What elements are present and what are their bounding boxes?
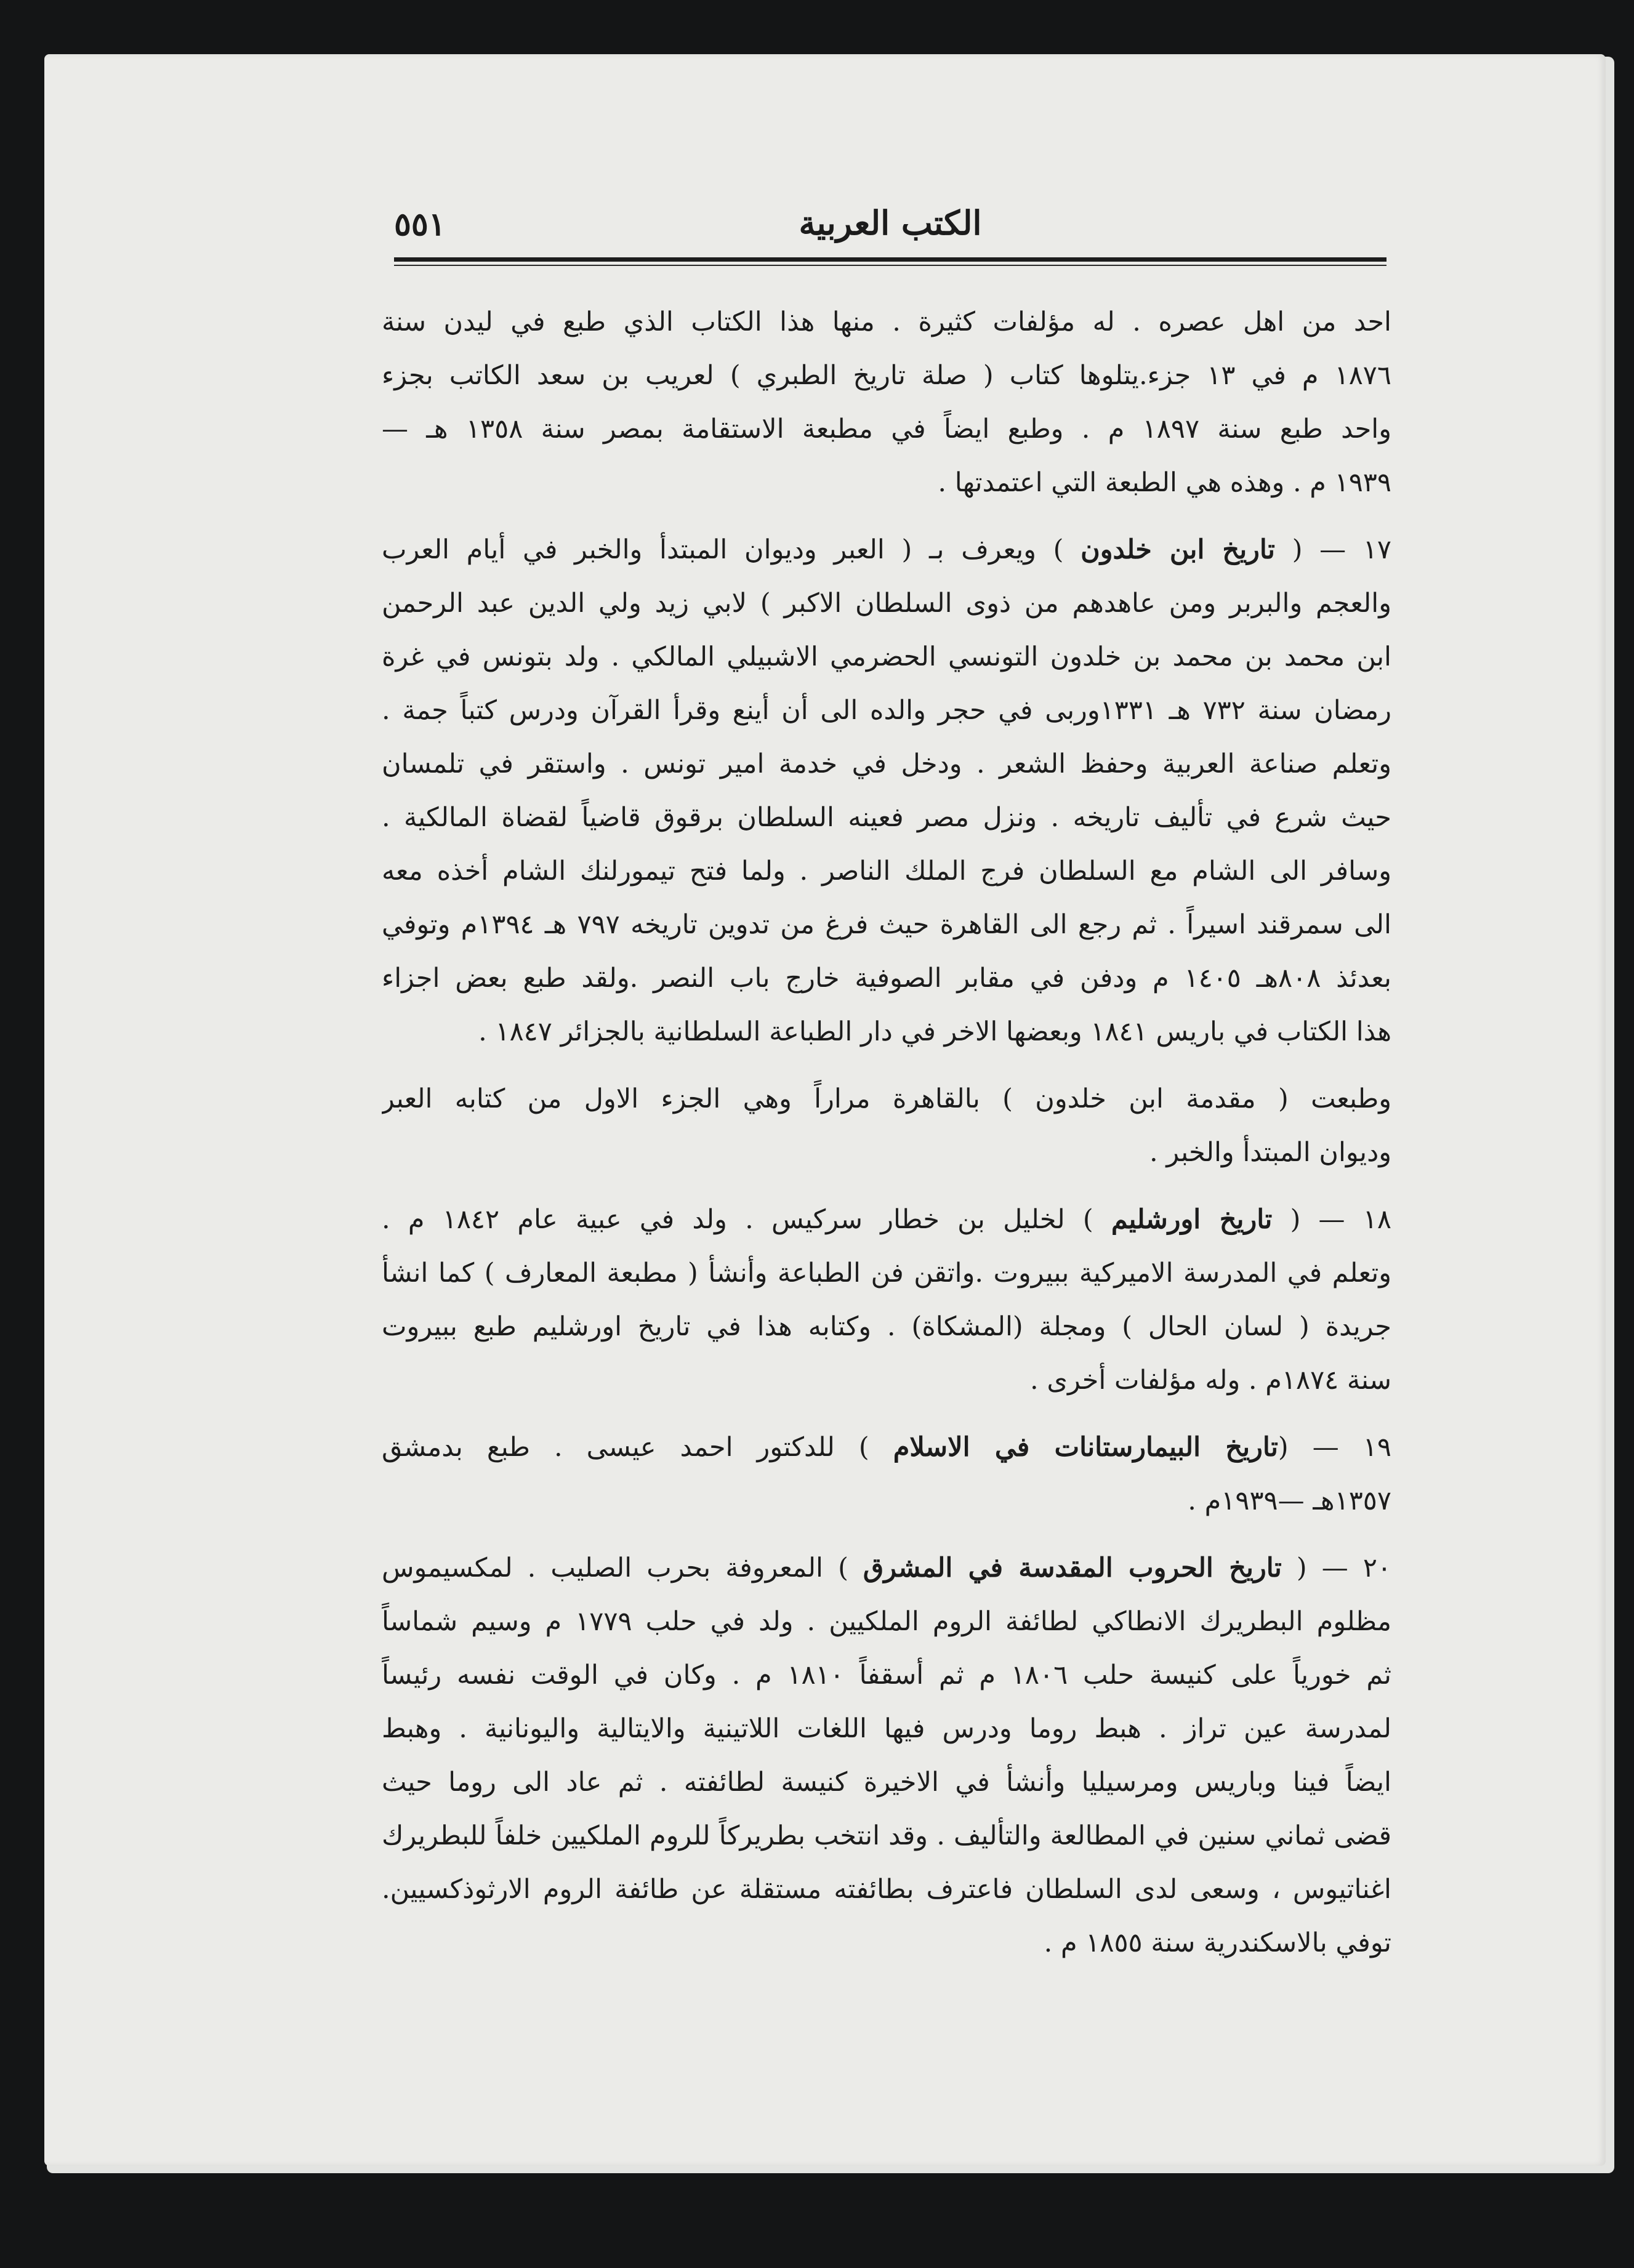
entry-number: ١٧ — ( (1292, 534, 1391, 565)
text-line: وتعلم صناعة العربية وحفظ الشعر . ودخل في خدمة امير تونس . واستقر في تلمسان (382, 749, 1391, 779)
text-line: واحد طبع سنة ١٨٩٧ م . وطبع ايضاً في مطبعة الاستقامة بمصر سنة ١٣٥٨ هـ — (382, 414, 1391, 444)
entry-title-rest: ) المعروفة بحرب الصليب . لمكسيموس (382, 1553, 848, 1583)
entry-title: تاريخ ابن خلدون (1081, 534, 1275, 565)
entry-17 (382, 523, 1391, 1059)
text-line: ايضاً فينا وباريس ومرسيليا وأنشأ في الاخيرة كنيسة لطائفته . ثم عاد الى روما حيث (382, 1767, 1391, 1798)
text-line: اغناتيوس ، وسعى لدى السلطان فاعترف بطائفته مستقلة عن طائفة الروم الارثوذكسيين. (382, 1874, 1391, 1905)
text-line: ١٩٣٩ م . وهذه هي الطبعة التي اعتمدتها . (938, 467, 1391, 498)
text-line: احد من اهل عصره . له مؤلفات كثيرة . منها هذا الكتاب الذي طبع في ليدن سنة (382, 307, 1391, 337)
text-line: هذا الكتاب في باريس ١٨٤١ وبعضها الاخر في دار الطباعة السلطانية بالجزائر ١٨٤٧ . (478, 1016, 1391, 1047)
text-line: بعدئذ ٨٠٨هـ ١٤٠٥ م ودفن في مقابر الصوفية خارج باب النصر .ولقد طبع بعض اجزاء (382, 963, 1391, 994)
entry-title: تاريخ اورشليم (1111, 1204, 1273, 1235)
text-line: وتعلم في المدرسة الاميركية ببيروت .واتقن فن الطباعة وأنشأ ( مطبعة المعارف ) كما انشأ (382, 1258, 1391, 1289)
text-line: توفي بالاسكندرية سنة ١٨٥٥ م . (1044, 1928, 1391, 1958)
entry-19 (382, 1421, 1391, 1528)
entry-number: ٢٠ — ( (1296, 1553, 1391, 1583)
entry-title-rest: ) لخليل بن خطار سركيس . ولد في عبية عام ١٨٤٢ م . (382, 1204, 1093, 1235)
text-line (382, 1542, 1391, 1595)
text-line: جريدة ( لسان الحال ) ومجلة (المشكاة) . وكتابه هذا في تاريخ اورشليم طبع ببيروت (382, 1311, 1391, 1342)
text-line (382, 1421, 1391, 1474)
entry-18 (382, 1193, 1391, 1407)
page-header (394, 203, 1386, 246)
page-number: ٥٥١ (394, 206, 446, 243)
entry-20 (382, 1542, 1391, 1970)
entry-title-rest: ) للدكتور احمد عيسى . طبع بدمشق (382, 1432, 869, 1463)
text-line: الى سمرقند اسيراً . ثم رجع الى القاهرة حيث فرغ من تدوين تاريخه ٧٩٧ هـ ١٣٩٤م وتوفي (382, 909, 1391, 940)
text-line: سنة ١٨٧٤م . وله مؤلفات أخرى . (1030, 1365, 1391, 1396)
body-text (382, 296, 1391, 1984)
text-line: ١٣٥٧هـ —١٩٣٩م . (1188, 1486, 1391, 1516)
text-line: والعجم والبربر ومن عاهدهم من ذوى السلطان الاكبر ) لابي زيد ولي الدين عبد الرحمن (382, 588, 1391, 619)
entry-number: ١٩ — ( (1278, 1432, 1391, 1463)
text-line: ١٨٧٦ م في ١٣ جزء.يتلوها كتاب ( صلة تاريخ الطبري ) لعريب بن سعد الكاتب بجزء (382, 360, 1391, 391)
entry-number: ١٨ — ( (1290, 1204, 1391, 1235)
text-line: مظلوم البطريرك الانطاكي لطائفة الروم الملكيين . ولد في حلب ١٧٧٩ م وسيم شماساً (382, 1606, 1391, 1637)
header-rule-thick (394, 257, 1386, 262)
text-line: وطبعت ( مقدمة ابن خلدون ) بالقاهرة مراراً وهي الجزء الاول من كتابه العبر (382, 1084, 1391, 1114)
running-title: الكتب العربية (799, 203, 982, 243)
text-line: ثم خورياً على كنيسة حلب ١٨٠٦ م ثم أسقفاً ١٨١٠ م . وكان في الوقت نفسه رئيساً (382, 1660, 1391, 1691)
text-line: وديوان المبتدأ والخبر . (1149, 1137, 1391, 1168)
header-rule-thin (394, 265, 1386, 266)
paragraph-muqaddima (382, 1072, 1391, 1180)
text-line: ابن محمد بن محمد بن خلدون التونسي الحضرمي الاشبيلي المالكي . ولد بتونس في غرة (382, 641, 1391, 672)
entry-title: تاريخ الحروب المقدسة في المشرق (863, 1553, 1282, 1583)
text-line: وسافر الى الشام مع السلطان فرج الملك الناصر . ولما فتح تيمورلنك الشام أخذه معه (382, 856, 1391, 887)
text-line: قضى ثماني سنين في المطالعة والتأليف . وقد انتخب بطريركاً للروم الملكيين خلفاً للبطريرك (382, 1820, 1391, 1851)
text-line: حيث شرع في تأليف تاريخه . ونزل مصر فعينه السلطان برقوق قاضياً لقضاة المالكية . (382, 802, 1391, 833)
text-line (382, 1193, 1391, 1247)
paragraph-continuation (382, 296, 1391, 510)
entry-title-rest: ) ويعرف بـ ( العبر وديوان المبتدأ والخبر في أيام العرب (382, 534, 1064, 565)
text-line: رمضان سنة ٧٣٢ هـ ١٣٣١وربى في حجر والده الى أن أينع وقرأ القرآن ودرس كتباً جمة . (382, 695, 1391, 726)
entry-title: تاريخ البيمارستانات في الاسلام (893, 1432, 1278, 1463)
text-line (382, 523, 1391, 577)
text-line: لمدرسة عين تراز . هبط روما ودرس فيها اللغات اللاتينية والايتالية واليونانية . وهبط (382, 1713, 1391, 1744)
